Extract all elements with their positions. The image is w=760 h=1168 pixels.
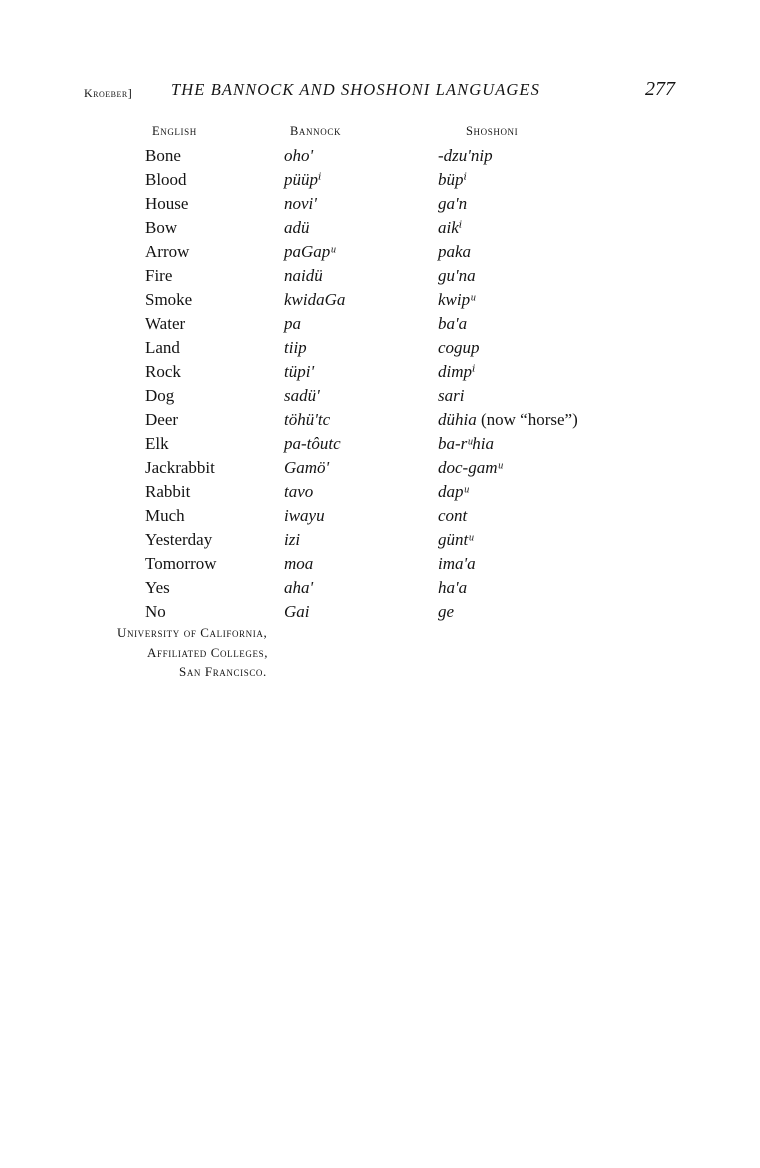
bannock-word: novi' <box>284 194 317 213</box>
shoshoni-word: ba-rᵘhia <box>438 434 494 453</box>
bannock-word: sadü' <box>284 386 320 405</box>
table-row <box>0 553 760 577</box>
bannock-word: Gamö' <box>284 458 330 477</box>
shoshoni-word: ha'a <box>438 578 468 597</box>
shoshoni-word: -dzu'nip <box>438 146 493 165</box>
shoshoni-word: cont <box>438 506 468 525</box>
english-word: Jackrabbit <box>145 458 215 477</box>
shoshoni-word: ima'a <box>438 554 476 573</box>
table-row <box>0 193 760 217</box>
bannock-word: püüpⁱ <box>284 170 322 189</box>
bannock-word: naidü <box>284 266 323 285</box>
english-word: Tomorrow <box>145 554 217 573</box>
table-row <box>0 577 760 601</box>
table-row <box>0 337 760 361</box>
english-word: Arrow <box>145 242 190 261</box>
bannock-word: tüpi' <box>284 362 315 381</box>
shoshoni-word: gu'na <box>438 266 476 285</box>
bannock-word: moa <box>284 554 314 573</box>
english-word: Fire <box>145 266 173 285</box>
shoshoni-word: dimpⁱ <box>438 362 476 381</box>
table-row <box>0 313 760 337</box>
header-title: THE BANNOCK AND SHOSHONI LANGUAGES <box>171 80 540 99</box>
english-word: Water <box>145 314 186 333</box>
english-word: Rabbit <box>145 482 191 501</box>
english-word: No <box>145 602 166 621</box>
english-word: Dog <box>145 386 175 405</box>
english-word: Bone <box>145 146 181 165</box>
table-row <box>0 457 760 481</box>
table-row <box>0 385 760 409</box>
shoshoni-word: dapᵘ <box>438 482 469 501</box>
table-row <box>0 289 760 313</box>
english-word: Land <box>145 338 180 357</box>
english-word: Bow <box>145 218 178 237</box>
english-word: Yesterday <box>145 530 213 549</box>
english-word: Deer <box>145 410 179 429</box>
affiliation-line: University of California, <box>117 625 268 640</box>
shoshoni-word: güntᵘ <box>438 530 474 549</box>
table-row <box>0 265 760 289</box>
english-word: Rock <box>145 362 181 381</box>
bannock-word: pa <box>284 314 301 333</box>
table-row <box>0 433 760 457</box>
bannock-word: tiip <box>284 338 307 357</box>
table-row <box>0 481 760 505</box>
shoshoni-word: paka <box>438 242 472 261</box>
bannock-word: tavo <box>284 482 314 501</box>
table-row <box>0 217 760 241</box>
shoshoni-word: doc-gamᵘ <box>438 458 503 477</box>
column-header-bannock: Bannock <box>290 124 342 138</box>
english-word: Yes <box>145 578 170 597</box>
shoshoni-word: kwipᵘ <box>438 290 476 309</box>
shoshoni-word: büpⁱ <box>438 170 467 189</box>
running-header <box>84 80 684 104</box>
shoshoni-word: sari <box>438 386 465 405</box>
english-word: Much <box>145 506 185 525</box>
table-row <box>0 601 760 625</box>
shoshoni-word: ba'a <box>438 314 468 333</box>
bannock-word: aha' <box>284 578 314 597</box>
bannock-word: pa-tôutc <box>284 434 341 453</box>
shoshoni-word: cogup <box>438 338 480 357</box>
affiliation-line: San Francisco. <box>179 664 267 679</box>
table-row <box>0 409 760 433</box>
bannock-word: iwayu <box>284 506 325 525</box>
table-row <box>0 505 760 529</box>
english-word: Smoke <box>145 290 193 309</box>
english-word: Blood <box>145 170 187 189</box>
bannock-word: paGapᵘ <box>284 242 336 261</box>
bannock-word: oho' <box>284 146 314 165</box>
column-header-shoshoni: Shoshoni <box>466 124 519 138</box>
english-word: House <box>145 194 189 213</box>
column-header-english: English <box>152 124 197 138</box>
shoshoni-word: ga'n <box>438 194 468 213</box>
bannock-word: töhü'tc <box>284 410 331 429</box>
affiliation-line: Affiliated Colleges, <box>147 645 269 660</box>
shoshoni-word: aikⁱ <box>438 218 463 237</box>
table-row <box>0 529 760 553</box>
bannock-word: izi <box>284 530 301 549</box>
table-row <box>0 169 760 193</box>
table-row <box>0 241 760 265</box>
shoshoni-word: dühia (now “horse”) <box>438 410 578 429</box>
page-number: 277 <box>645 78 675 100</box>
bannock-word: adü <box>284 218 310 237</box>
table-row <box>0 145 760 169</box>
bannock-word: kwidaGa <box>284 290 346 309</box>
table-row <box>0 361 760 385</box>
bannock-word: Gai <box>284 602 310 621</box>
shoshoni-word: ge <box>438 602 455 621</box>
english-word: Elk <box>145 434 169 453</box>
header-author: Kroeber] <box>84 86 133 100</box>
